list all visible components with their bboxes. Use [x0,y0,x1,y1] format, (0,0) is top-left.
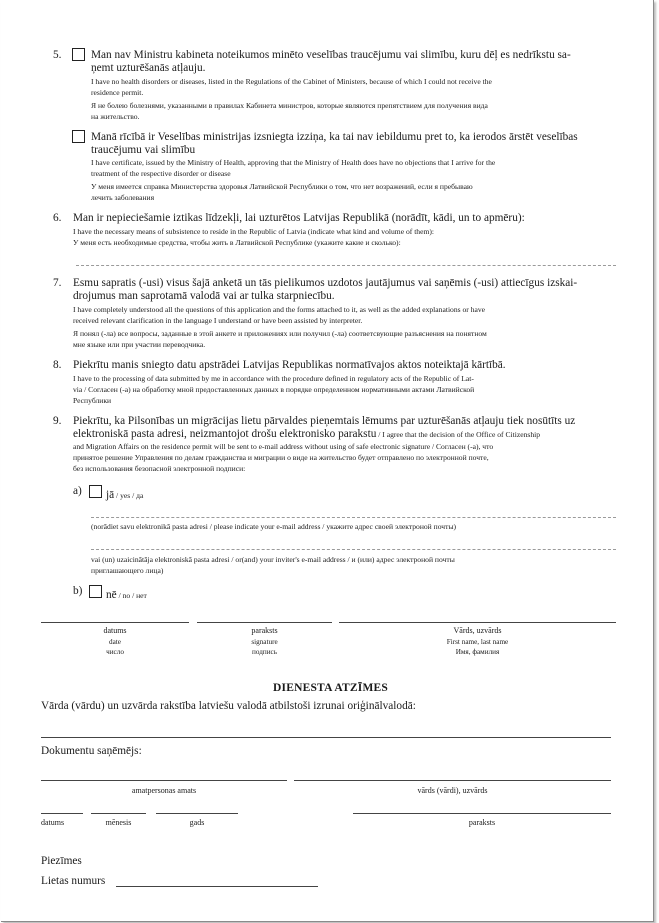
name-caption-en: First name, last name [446,637,509,646]
item-8-text-lv: Piekrītu manis sniegto datu apstrādei Latvijas Republikas normatīvajos aktos noteiktajā kārtībā. [73,359,506,371]
name-spelling-label: Vārda (vārdu) un uzvārda rakstība latviešu valodā atbilstoši izrunai oriģinālvalodā: [41,700,416,712]
means-of-subsistence-input-line[interactable] [76,265,616,266]
item-8-en-line-2: via / Согласен (-а) на обработку мной предоставленных данных в порядке определенном нормативными актами Латвийской [73,385,475,394]
signature-caption-lv: paraksts [251,626,278,635]
item-9-text-en [73,441,633,474]
option-yes-label [106,485,143,503]
option-no-label [106,585,147,603]
item-8-en-line-1: I have to the processing of data submitted by me in accordance with the procedure defined in regulatory acts of the Republic of Lat- [73,374,474,383]
item-7-text-lv [73,277,618,303]
option-no-translation: / no / нет [116,591,147,600]
option-yes-lv: jā [106,489,115,501]
day-caption: datums [41,818,65,827]
date-caption-en: date [109,637,121,646]
official-names-caption: vārds (vārdi), uzvārds [417,786,488,795]
day-input-line[interactable] [41,813,83,814]
item-5b-en-line-1: I have certificate, issued by the Ministry of Health, approving that the Ministry of Health does have no objections that I arrive for the [91,158,496,167]
item-number-7: 7. [53,277,62,289]
month-caption: mēnesis [105,818,132,827]
name-spelling-input-line[interactable] [41,737,611,738]
item-5b-text-ru [91,181,621,203]
inviter-email-hint [91,554,621,576]
item-5-ru-line-1: Я не болею болезнями, указанными в правилах Кабинета министров, которые являются препятствием для получения вида [91,101,488,110]
item-7-en-line-2: received relevant clarification in the language I understand or have been assisted by interpreter. [73,316,363,325]
item-8-text-en [73,373,623,406]
item-6-text-en: I have the necessary means of subsistence to reside in the Republic of Latvia (indicate what kind and volume of them): [73,227,435,236]
inviter-hint-line-2: приглашающего лица) [91,566,164,575]
item-9-en-line-2: принятое решение Управления по делам гражданства и миграции о виде на жительство будет отправлено по электронной почте, [73,453,489,462]
option-a-letter: a) [73,485,82,497]
inviter-email-input-line[interactable] [91,549,616,550]
official-position-caption: amatpersonas amats [131,786,197,795]
date-signature-line[interactable] [41,622,189,623]
item-5-en-line-1: I have no health disorders or diseases, listed in the Regulations of the Cabinet of Ministers, because of which I could not receive the [91,77,492,86]
signature-line[interactable] [197,622,332,623]
item-9-en-line-1: and Migration Affairs on the residence permit will be sent to e-mail address without using of safe electronic signature / Согласен (-а), что [73,442,494,451]
option-yes-translation: / yes / да [114,491,144,500]
item-8-en-line-3: Республики [73,396,112,405]
item-7-lv-line-1: Esmu sapratis (-usi) visus šajā anketā un tās pielikumos uzdotos jautājumus vai saņēmis (-usi) attiecīgus izskai- [73,277,578,289]
signature-caption-ru: подпись [251,647,278,656]
item-5b-lv-line-1: Manā rīcībā ir Veselības ministrijas izsniegta izziņa, ka tai nav iebildumu pret to, ka ierodos ārstēt veselības [91,131,578,143]
item-7-en-line-1: I have completely understood all the questions of this application and the forms attached to it, as well as the added explanations or have [73,305,486,314]
item-5-ru-line-2: на жительство. [91,112,140,121]
email-address-input-line[interactable] [91,517,616,518]
case-number-label: Lietas numurs [41,875,106,887]
receiver-signature-line[interactable] [353,813,611,814]
name-caption-ru: Имя, фамилия [455,647,500,656]
item-number-6: 6. [53,212,62,224]
item-7-ru-line-2: мне языке или при участии переводчика. [73,340,206,349]
date-caption-lv: datums [103,626,127,635]
item-7-ru-line-1: Я понял (-ла) все вопросы, заданные в этой анкете и приложениях или получил (-ла) соответсвующие разъяснения на понятном [73,329,487,338]
item-5b-ru-line-1: У меня имеется справка Министерства здоровья Латвийской Республики о том, что нет возражений, если я пребываю [91,182,473,191]
item-7-lv-line-2: drojumus man saprotamā valodā vai ar tulka starpniecību. [73,290,335,302]
item-5b-text-en [91,157,621,179]
official-names-line[interactable] [294,780,611,781]
official-position-line[interactable] [41,780,287,781]
checkbox-no-health-disorders[interactable] [72,48,85,61]
notes-label: Piezīmes [41,855,82,867]
item-5-lv-line-1: Man nav Ministru kabineta noteikumos minēto veselības traucējumu vai slimību, kuru dēļ es nedrīkstu sa- [91,49,571,61]
office-notes-heading: DIENESTA ATZĪMES [273,682,388,694]
email-hint: (norādiet savu elektronikā pasta adresi / please indicate your e-mail address / укажите адрес своей электроной почты) [91,522,457,531]
item-9-en-inline: / I agree that the decision of the Office of Citizenship [376,430,541,439]
year-caption: gads [189,818,205,827]
item-5-lv-line-2: ņemt uzturēšanās atļauju. [91,62,206,74]
item-9-text-lv [73,415,623,441]
item-5-text-lv [91,49,611,75]
name-signature-line[interactable] [339,622,616,623]
item-5b-text-lv [91,131,611,157]
option-no-lv: nē [106,589,117,601]
date-caption-ru: число [106,647,124,656]
item-number-5: 5. [53,49,62,61]
checkbox-health-ministry-certificate[interactable] [72,130,85,143]
item-5-en-line-2: residence permit. [91,88,144,97]
receiver-signature-caption: paraksts [468,818,496,827]
item-9-lv-line-2 [73,428,623,441]
signature-caption-en: signature [251,637,278,646]
item-5-text-ru [91,100,621,122]
item-5b-ru-line-2: лечить заболевания [91,193,155,202]
document-receiver-label: Dokumentu saņēmējs: [41,745,142,757]
signature-caption [197,626,332,657]
year-input-line[interactable] [156,813,238,814]
item-7-text-ru [73,328,623,350]
checkbox-email-no[interactable] [89,585,102,598]
item-9-en-line-3: без использования безопасной электронной подписи: [73,464,246,473]
name-caption-lv: Vārds, uzvārds [453,626,502,635]
item-5-text-en [91,76,621,98]
item-7-text-en [73,304,623,326]
item-number-8: 8. [53,359,62,371]
option-b-letter: b) [73,585,83,597]
item-9-lv-line-1: Piekrītu, ka Pilsonības un migrācijas lietu pārvaldes pieņemtais lēmums par uzturēšanās atļauju tiek nosūtīts uz [73,415,576,427]
inviter-hint-line-1: vai (un) uzaicinātāja elektroniskā pasta adresi / or(and) your inviter's e-mail address / и (или) адрес электроной почты [91,555,455,564]
item-number-9: 9. [53,415,62,427]
item-5b-en-line-2: treatment of the respective disorder or disease [91,169,231,178]
item-9-lv-line-2-lv: elektroniskā pasta adresi, neizmantojot drošu elektronisko parakstu [73,428,377,440]
name-caption [339,626,616,657]
month-input-line[interactable] [91,813,146,814]
item-6-text-lv: Man ir nepieciešamie iztikas līdzekļi, lai uzturētos Latvijas Republikā (norādīt, kādi, un to apmēru): [73,212,525,224]
case-number-input-line[interactable] [116,886,318,887]
item-5b-lv-line-2: traucējumu vai slimību [91,144,196,156]
item-6-text-ru: У меня есть необходимые средства, чтобы жить в Латвийской Республике (укажите какие и сколько): [73,238,401,247]
date-caption [41,626,189,657]
checkbox-email-yes[interactable] [89,485,102,498]
form-page [1,0,654,922]
